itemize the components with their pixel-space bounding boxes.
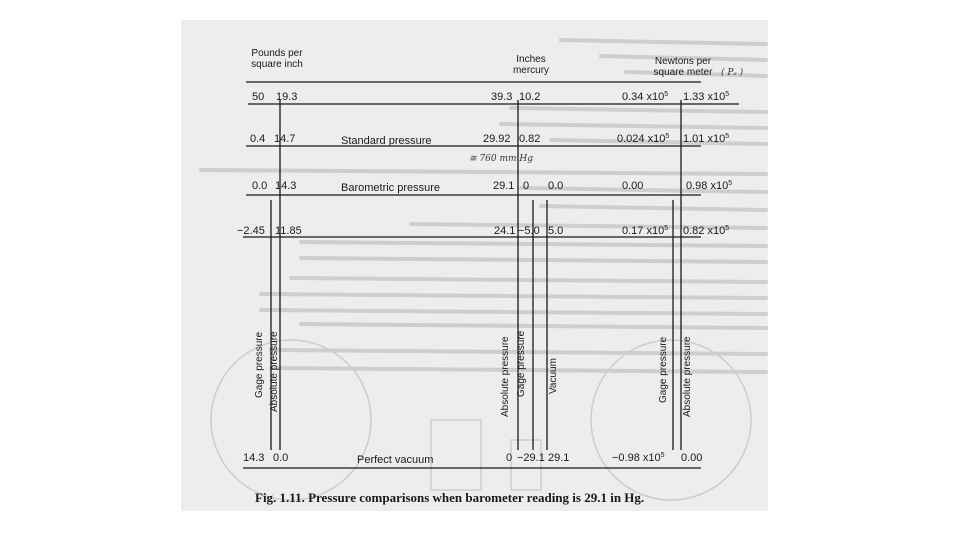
header-inhg: Inches mercury bbox=[512, 54, 550, 76]
row3-npsm-gage: 0.00 bbox=[622, 180, 644, 192]
row1-psi-abs: 19.3 bbox=[276, 91, 298, 103]
header-pa-note: ( Pₐ ) bbox=[721, 68, 744, 78]
row3-inhg-vac: 0.0 bbox=[548, 180, 564, 192]
npsm-abs-label: Absolute pressure bbox=[682, 336, 693, 417]
row3-psi-gage: 0.0 bbox=[252, 180, 268, 192]
row2-npsm-abs: 1.01 $x10^5$ bbox=[683, 133, 730, 145]
row4-npsm-abs: 0.82 $x10^5$ bbox=[683, 225, 730, 237]
row1-inhg-abs: 39.3 bbox=[491, 91, 513, 103]
row3-psi-abs: 14.3 bbox=[275, 180, 297, 192]
row1-psi-gage: 50 bbox=[252, 91, 265, 103]
row5-psi-abs: 0.0 bbox=[273, 452, 289, 464]
row2-inhg-gage: 0.82 bbox=[519, 133, 541, 145]
row2-inhg-abs: 29.92 bbox=[483, 133, 511, 145]
row3-label: Barometric pressure bbox=[341, 182, 441, 194]
row4-inhg-gage: −5.0 bbox=[518, 225, 540, 237]
row4-psi-abs: 11.85 bbox=[275, 225, 302, 237]
inhg-gage-label: Gage pressure bbox=[516, 330, 527, 397]
row2-mmhg-note: ≅ 760 mm Hg bbox=[469, 154, 533, 164]
figure-lines bbox=[181, 20, 768, 511]
row1-npsm-gage: 0.34 $x10^5$ bbox=[622, 91, 669, 103]
row5-npsm-gage: −0.98 $x10^5$ bbox=[612, 452, 665, 464]
scanned-figure bbox=[181, 20, 768, 511]
row2-psi-abs: 14.7 bbox=[274, 133, 296, 145]
row1-npsm-abs: 1.33 $x10^5$ bbox=[683, 91, 730, 103]
row3-inhg-gage: 0 bbox=[523, 180, 530, 192]
inhg-abs-label: Absolute pressure bbox=[500, 336, 511, 417]
inhg-vacuum-label: Vacuum bbox=[548, 358, 559, 394]
row2-psi-gage: 0.4 bbox=[250, 133, 266, 145]
header-psi: Pounds per square inch bbox=[251, 48, 303, 70]
row3-inhg-abs: 29.1 bbox=[493, 180, 515, 192]
row5-label: Perfect vacuum bbox=[357, 454, 434, 466]
row4-npsm-gage: 0.17 $x10^5$ bbox=[622, 225, 669, 237]
row5-npsm-abs: 0.00 bbox=[681, 452, 703, 464]
psi-abs-label: Absolute pressure bbox=[269, 331, 280, 412]
row5-inhg-gage: −29.1 bbox=[517, 452, 545, 464]
row1-inhg-gage: 10.2 bbox=[519, 91, 541, 103]
row4-inhg-abs: 24.1 bbox=[494, 225, 516, 237]
row3-npsm-abs: 0.98 $x10^5$ bbox=[686, 180, 733, 192]
row2-npsm-gage: 0.024 $x10^5$ bbox=[617, 133, 670, 145]
psi-gage-label: Gage pressure bbox=[254, 331, 265, 398]
row4-psi-gage: −2.45 bbox=[237, 225, 265, 237]
row5-psi-gage: 14.3 bbox=[243, 452, 265, 464]
row4-inhg-vac: 5.0 bbox=[548, 225, 564, 237]
figure-caption: Fig. 1.11. Pressure comparisons when barometer reading is 29.1 in Hg. bbox=[255, 490, 645, 505]
row2-label: Standard pressure bbox=[341, 135, 432, 147]
row5-inhg-abs: 0 bbox=[506, 452, 513, 464]
header-npsm: Newtons per square meter bbox=[653, 56, 713, 78]
npsm-gage-label: Gage pressure bbox=[658, 336, 669, 403]
row5-inhg-vac: 29.1 bbox=[548, 452, 570, 464]
